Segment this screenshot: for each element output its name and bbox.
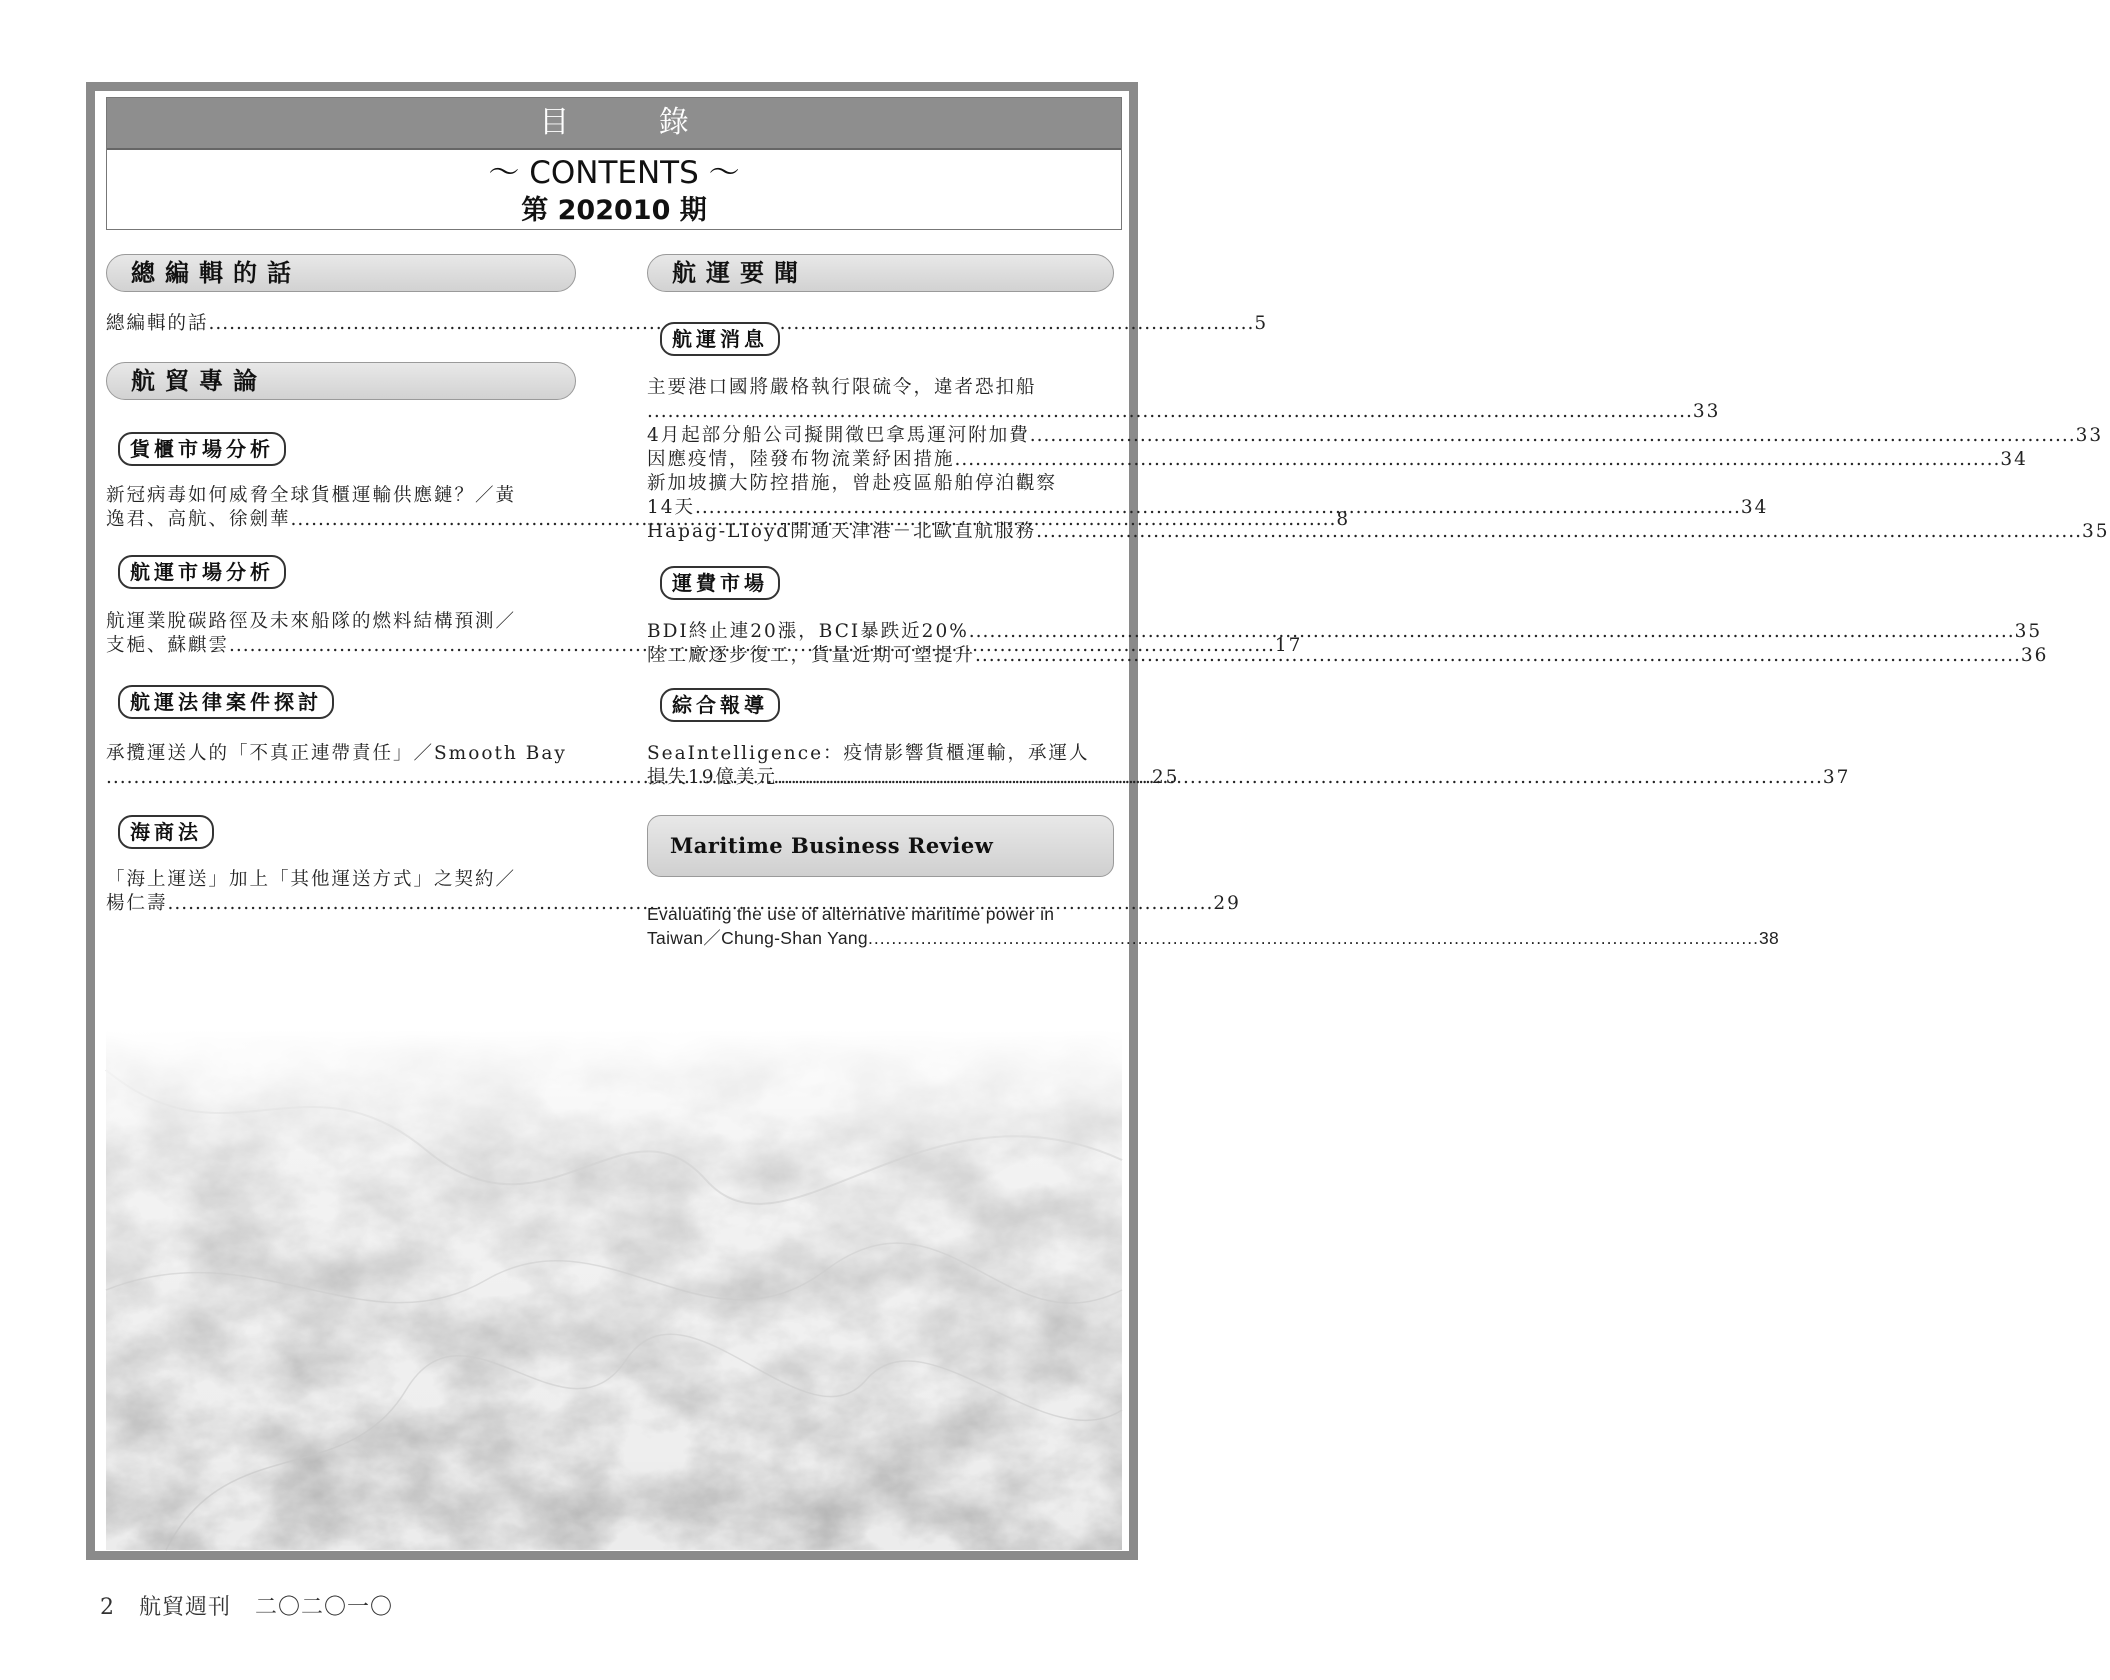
entry-page: 17 — [1274, 635, 1303, 656]
section-trade-review: 航貿專論 — [106, 362, 576, 400]
subsection-maritime-law: 海商法 — [118, 815, 214, 849]
section-shipping-news: 航運要聞 — [647, 254, 1114, 292]
entry-page: 34 — [2000, 449, 2028, 470]
entry-page: 5 — [1254, 313, 1269, 334]
marble-texture-decoration — [106, 1030, 1122, 1550]
section-maritime-business-review: Maritime Business Review — [647, 815, 1114, 877]
entry-title: 4月起部分船公司擬開徵巴拿馬運河附加費 — [647, 425, 1030, 446]
entry-authors: 楊仁壽 — [106, 893, 168, 914]
news-item-logistics-relief[interactable] — [647, 448, 2028, 472]
subsection-shipping-market: 航運市場分析 — [118, 555, 286, 589]
entry-title-line1: 新冠病毒如何威脅全球貨櫃運輸供應鏈？／黃 — [106, 485, 517, 506]
entry-page: 34 — [1740, 497, 1769, 518]
entry-authors: 支梔、蘇麒雲 — [106, 635, 230, 656]
entry-title: 因應疫情，陸發布物流業紓困措施 — [647, 449, 955, 470]
news-item-singapore-line1: 新加坡擴大防控措施，曾赴疫區船舶停泊觀察 — [647, 473, 1058, 494]
subsection-container-market: 貨櫃市場分析 — [118, 432, 286, 466]
entry-title-line1: SeaIntelligence：疫情影響貨櫃運輸，承運人 — [647, 743, 1090, 764]
news-item-hapag-lloyd[interactable] — [647, 520, 2110, 544]
entry-title: Hapag-LIoyd開通天津港－北歐直航服務 — [647, 521, 1037, 542]
footer-page-number: 2 — [100, 1595, 115, 1620]
entry-title-line2: 損失19億美元 — [647, 767, 778, 788]
entry-page: 33 — [2075, 425, 2104, 446]
header-contents-label: ～ CONTENTS ～ — [488, 155, 740, 191]
freight-item-bdi[interactable] — [647, 620, 2043, 644]
subsection-legal-cases: 航運法律案件探討 — [118, 685, 334, 719]
contents-header — [106, 97, 1122, 230]
entry-title-line1: 航運業脫碳路徑及未來船隊的燃料結構預測／ — [106, 611, 517, 632]
entry-title-line1: 承攬運送人的「不真正連帶責任」／Smooth Bay — [106, 743, 567, 764]
toc-news-list — [647, 376, 2110, 544]
entry-authors: 逸君、高航、徐劍華 — [106, 509, 291, 530]
news-item-panama-surcharge[interactable] — [647, 424, 2104, 448]
entry-page: 36 — [2020, 645, 2049, 666]
news-item-sulphur-cap[interactable] — [647, 400, 1721, 424]
entry-page: 25 — [1151, 767, 1180, 788]
entry-page: 33 — [1692, 401, 1721, 422]
entry-page: 29 — [1213, 893, 1241, 914]
news-item-sulphur-cap-line1: 主要港口國將嚴格執行限硫令，違者恐扣船 — [647, 377, 1037, 398]
entry-page: 8 — [1336, 509, 1351, 530]
entry-title-line1: 「海上運送」加上「其他運送方式」之契約／ — [106, 869, 517, 890]
entry-page: 35 — [2014, 621, 2043, 642]
toc-entry-editor-note[interactable] — [106, 312, 1269, 336]
entry-page: 35 — [2082, 521, 2110, 542]
entry-title: 14天 — [647, 497, 696, 518]
header-issue-number: 第 202010 期 — [521, 195, 707, 226]
entry-title-line2: Taiwan／Chung-Shan Yang — [647, 928, 868, 948]
page-footer — [100, 1590, 409, 1621]
section-editor-note: 總編輯的話 — [106, 254, 576, 292]
news-item-singapore[interactable] — [647, 496, 1769, 520]
header-title: 目 錄 — [107, 98, 1121, 150]
subsection-shipping-news: 航運消息 — [660, 322, 780, 356]
entry-title: 陸工廠逐步復工，貨量近期可望提升 — [647, 645, 976, 666]
footer-issue-date: 二〇二〇一〇 — [255, 1595, 394, 1620]
entry-page: 38 — [1759, 928, 1780, 948]
entry-title: BDI終止連20漲，BCI暴跌近20% — [647, 621, 969, 642]
entry-page: 37 — [1822, 767, 1851, 788]
footer-journal-name: 航貿週刊 — [139, 1595, 232, 1620]
entry-title: 總編輯的話 — [106, 313, 209, 334]
subsection-freight-market: 運費市場 — [660, 566, 780, 600]
subsection-general-report: 綜合報導 — [660, 688, 780, 722]
entry-title-line1: Evaluating the use of alternative maritime power in — [647, 904, 1055, 924]
